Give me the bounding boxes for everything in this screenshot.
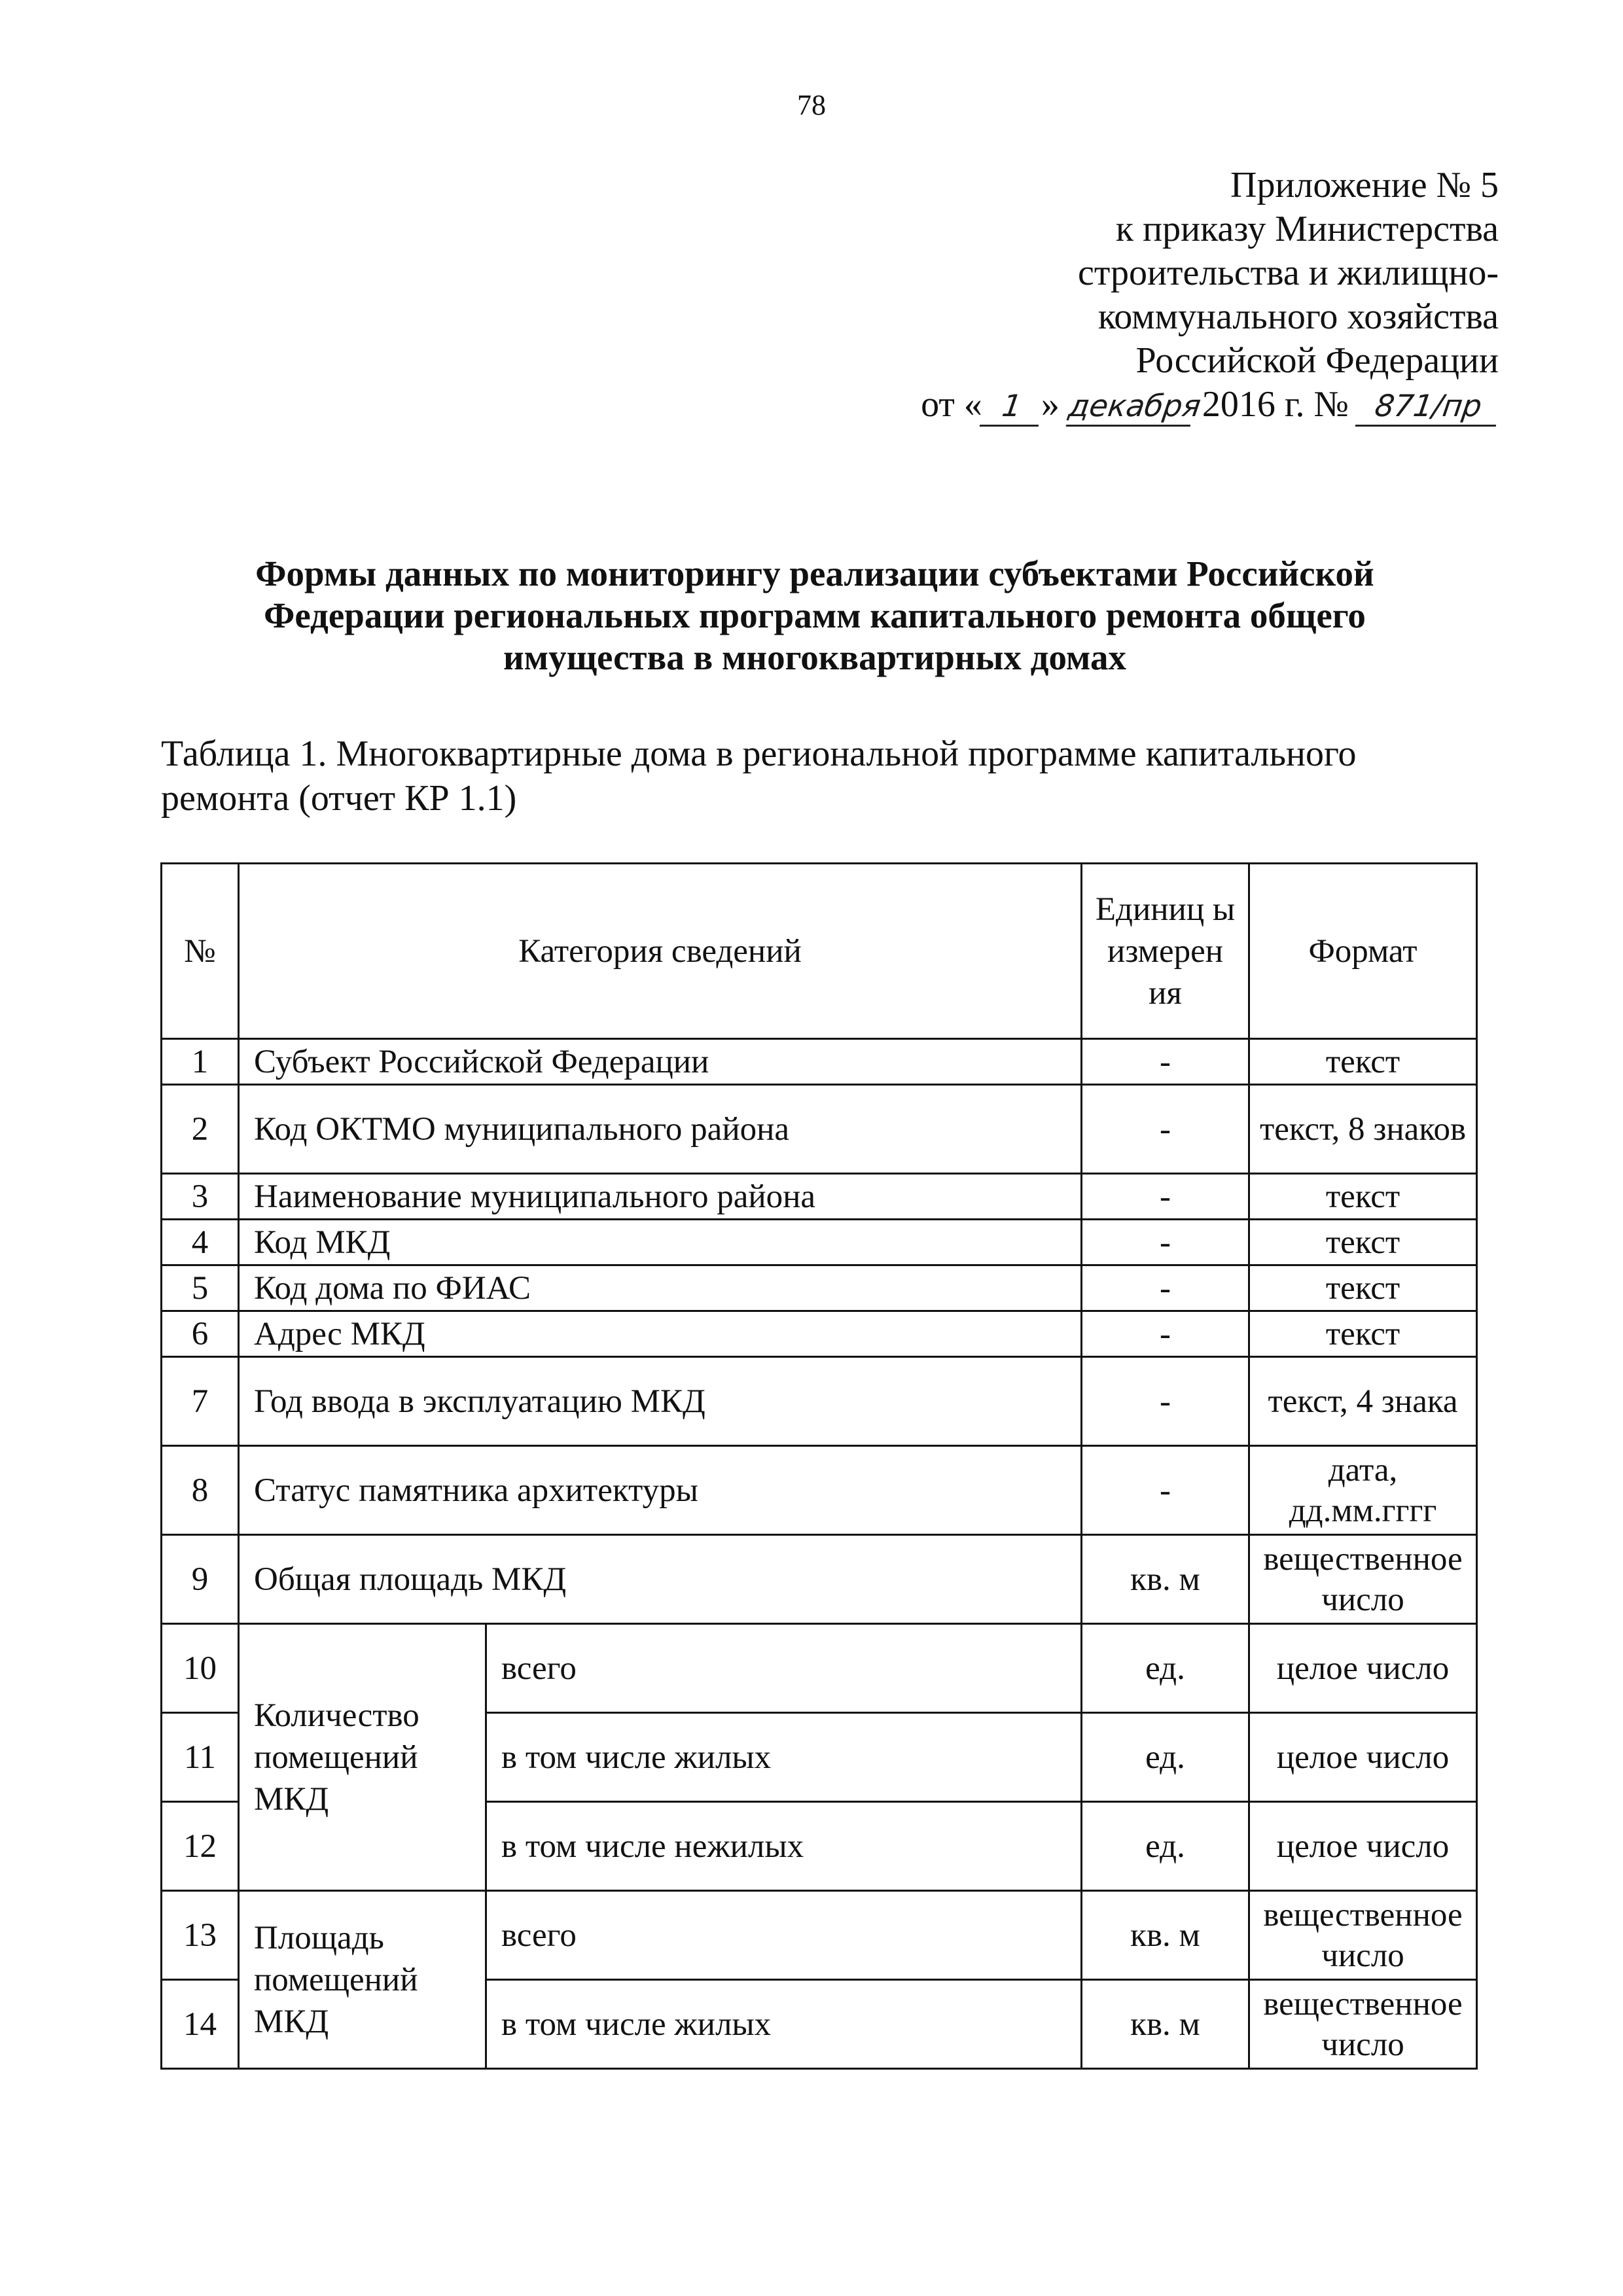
row-number: 5	[162, 1265, 239, 1311]
header-format: Формат	[1249, 864, 1477, 1039]
row-format: текст	[1249, 1311, 1477, 1357]
row-unit: ед.	[1082, 1802, 1249, 1891]
data-table	[160, 862, 1478, 2070]
row-number: 12	[162, 1802, 239, 1891]
table-row	[162, 1174, 1477, 1220]
row-unit: -	[1082, 1085, 1249, 1174]
table-row	[162, 1891, 1477, 1980]
row-unit: -	[1082, 1265, 1249, 1311]
row-number: 11	[162, 1713, 239, 1802]
order-year: 2016 г. №	[1202, 384, 1349, 425]
row-number: 7	[162, 1357, 239, 1446]
row-unit: -	[1082, 1311, 1249, 1357]
order-quote-close: »	[1041, 384, 1060, 425]
row-number: 6	[162, 1311, 239, 1357]
appendix-line: коммунального хозяйства	[1097, 296, 1499, 337]
row-format: дата, дд.мм.гггг	[1249, 1446, 1477, 1535]
row-subcategory: в том числе жилых	[486, 1980, 1082, 2069]
row-format: целое число	[1249, 1713, 1477, 1802]
appendix-block	[921, 164, 1499, 427]
row-format: текст	[1249, 1174, 1477, 1220]
row-number: 13	[162, 1891, 239, 1980]
row-number: 8	[162, 1446, 239, 1535]
table-row	[162, 1311, 1477, 1357]
row-subcategory: в том числе жилых	[486, 1713, 1082, 1802]
row-format: текст, 8 знаков	[1249, 1085, 1477, 1174]
row-unit: кв. м	[1082, 1980, 1249, 2069]
row-category: Общая площадь МКД	[239, 1535, 1082, 1624]
table-row	[162, 1446, 1477, 1535]
row-number: 3	[162, 1174, 239, 1220]
row-category: Субъект Российской Федерации	[239, 1039, 1082, 1085]
row-category: Код ОКТМО муниципального района	[239, 1085, 1082, 1174]
row-category: Год ввода в эксплуатацию МКД	[239, 1357, 1082, 1446]
order-reference	[921, 383, 1499, 427]
appendix-line: строительства и жилищно-	[1078, 253, 1499, 293]
row-format: вещественное число	[1249, 1891, 1477, 1980]
row-unit: ед.	[1082, 1624, 1249, 1713]
table-row	[162, 1039, 1477, 1085]
group-label-area: Площадь помещений МКД	[239, 1891, 486, 2069]
order-number-handwritten: 871/пр	[1355, 387, 1502, 427]
row-unit: -	[1082, 1039, 1249, 1085]
row-number: 2	[162, 1085, 239, 1174]
appendix-line: к приказу Министерства	[1115, 209, 1499, 249]
row-unit: -	[1082, 1446, 1249, 1535]
group-label-rooms: Количество помещений МКД	[239, 1624, 486, 1891]
row-format: целое число	[1249, 1802, 1477, 1891]
row-format: текст	[1249, 1220, 1477, 1265]
row-format: текст	[1249, 1265, 1477, 1311]
appendix-line: Российской Федерации	[1135, 340, 1499, 381]
header-category: Категория сведений	[239, 864, 1082, 1039]
order-prefix: от «	[921, 384, 982, 425]
row-subcategory: в том числе нежилых	[486, 1802, 1082, 1891]
row-category: Статус памятника архитектуры	[239, 1446, 1082, 1535]
row-number: 10	[162, 1624, 239, 1713]
row-format: целое число	[1249, 1624, 1477, 1713]
row-subcategory: всего	[486, 1624, 1082, 1713]
order-day-handwritten: 1	[980, 387, 1044, 427]
row-unit: кв. м	[1082, 1535, 1249, 1624]
table-header-row	[162, 864, 1477, 1039]
row-number: 1	[162, 1039, 239, 1085]
row-category: Адрес МКД	[239, 1311, 1082, 1357]
table-row	[162, 1085, 1477, 1174]
table-caption: Таблица 1. Многоквартирные дома в региональной программе капитального ремонта (отчет КР 1.1)	[161, 733, 1357, 819]
appendix-line: Приложение № 5	[1230, 165, 1499, 205]
row-unit: -	[1082, 1174, 1249, 1220]
row-category: Код МКД	[239, 1220, 1082, 1265]
row-category: Код дома по ФИАС	[239, 1265, 1082, 1311]
row-number: 9	[162, 1535, 239, 1624]
row-format: текст, 4 знака	[1249, 1357, 1477, 1446]
row-format: вещественное число	[1249, 1980, 1477, 2069]
row-category: Наименование муниципального района	[239, 1174, 1082, 1220]
document-title: Формы данных по мониторингу реализации субъектами Российской Федерации региональных программ капитального ремонта общего имущества в многоквартирных домах	[255, 554, 1374, 677]
row-number: 14	[162, 1980, 239, 2069]
table-row	[162, 1624, 1477, 1713]
header-number: №	[162, 864, 239, 1039]
row-subcategory: всего	[486, 1891, 1082, 1980]
table-row	[162, 1265, 1477, 1311]
table-row	[162, 1535, 1477, 1624]
order-month-handwritten: декабря	[1066, 387, 1196, 427]
row-format: вещественное число	[1249, 1535, 1477, 1624]
row-format: текст	[1249, 1039, 1477, 1085]
row-unit: кв. м	[1082, 1891, 1249, 1980]
row-unit: -	[1082, 1220, 1249, 1265]
row-unit: ед.	[1082, 1713, 1249, 1802]
row-unit: -	[1082, 1357, 1249, 1446]
page-number: 78	[797, 89, 826, 121]
header-unit: Единиц ы измерен ия	[1082, 864, 1249, 1039]
table-row	[162, 1220, 1477, 1265]
table-row	[162, 1357, 1477, 1446]
row-number: 4	[162, 1220, 239, 1265]
